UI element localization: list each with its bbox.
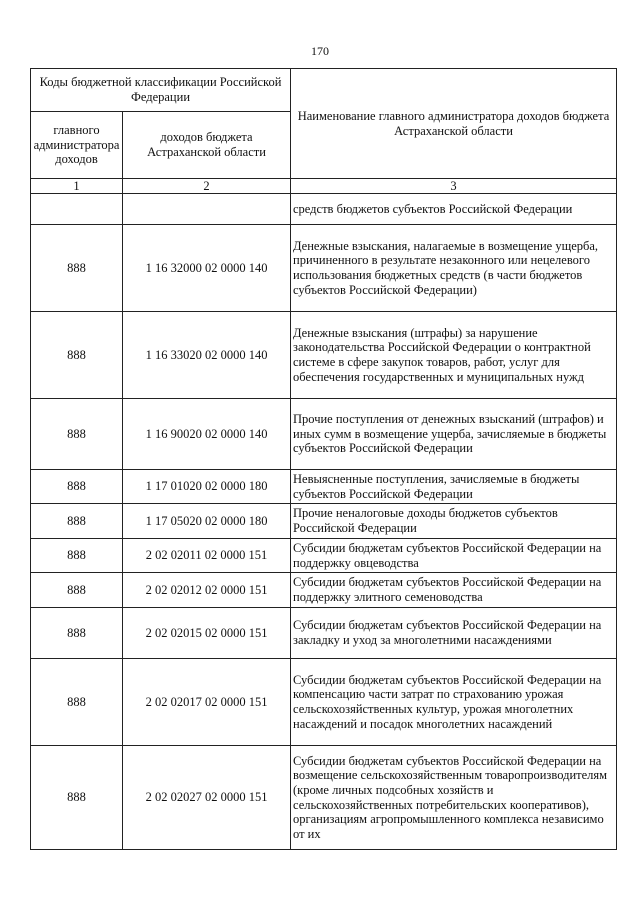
column-number-2: 2 — [123, 179, 291, 194]
admin-code-cell: 888 — [31, 573, 123, 608]
admin-code-cell: 888 — [31, 312, 123, 399]
header-row-codes — [31, 69, 617, 112]
table-row — [31, 225, 617, 312]
revenue-name-cell: Субсидии бюджетам субъектов Российской Федерации на закладку и уход за многолетними насаждениями — [291, 608, 617, 659]
revenue-name-cell: Прочие поступления от денежных взысканий (штрафов) и иных сумм в возмещение ущерба, зачисляемые в бюджеты субъектов Российской Федерации — [291, 399, 617, 470]
revenue-code-cell: 1 16 33020 02 0000 140 — [123, 312, 291, 399]
revenue-code-cell: 1 17 01020 02 0000 180 — [123, 470, 291, 504]
revenue-name-cell: Субсидии бюджетам субъектов Российской Федерации на возмещение сельскохозяйственным товаропроизводителям (кроме личных подсобных хозяйств и сельскохозяйственных потребительских кооперативов), организациям агропромышленного комплекса независимо от их — [291, 746, 617, 850]
page-number: 170 — [311, 44, 329, 58]
codes-group-header: Коды бюджетной классификации Российской Федерации — [31, 69, 291, 112]
admin-code-cell: 888 — [31, 608, 123, 659]
revenue-name-cell: Субсидии бюджетам субъектов Российской Федерации на компенсацию части затрат по страхованию урожая сельскохозяйственных культур, урожая многолетних насаждений и посадок многолетних насаждений — [291, 659, 617, 746]
revenue-code-cell: 2 02 02017 02 0000 151 — [123, 659, 291, 746]
table-row — [31, 608, 617, 659]
table-row — [31, 659, 617, 746]
table-row — [31, 504, 617, 539]
admin-code-cell: 888 — [31, 225, 123, 312]
revenue-code-cell: 2 02 02027 02 0000 151 — [123, 746, 291, 850]
table-row — [31, 573, 617, 608]
admin-code-cell: 888 — [31, 539, 123, 573]
admin-column-header: главного администратора доходов — [31, 112, 123, 179]
table-row — [31, 539, 617, 573]
revenue-name-cell: Субсидии бюджетам субъектов Российской Федерации на поддержку элитного семеноводства — [291, 573, 617, 608]
revenue-name-cell: Прочие неналоговые доходы бюджетов субъектов Российской Федерации — [291, 504, 617, 539]
revenue-code-cell: 1 16 32000 02 0000 140 — [123, 225, 291, 312]
revenue-name-cell: Денежные взыскания, налагаемые в возмещение ущерба, причиненного в результате незаконного или нецелевого использования бюджетных средств (в части бюджетов субъектов Российской Федерации) — [291, 225, 617, 312]
revenue-name-cell: Субсидии бюджетам субъектов Российской Федерации на поддержку овцеводства — [291, 539, 617, 573]
table-row — [31, 399, 617, 470]
budget-classification-table — [30, 68, 617, 850]
admin-code-cell: 888 — [31, 746, 123, 850]
column-number-3: 3 — [291, 179, 617, 194]
revenue-name-cell: Денежные взыскания (штрафы) за нарушение законодательства Российской Федерации о контрактной системе в сфере закупок товаров, работ, услуг для обеспечения государственных и муниципальных нужд — [291, 312, 617, 399]
revenue-code-cell — [123, 194, 291, 225]
revenue-code-cell: 2 02 02015 02 0000 151 — [123, 608, 291, 659]
name-column-header: Наименование главного администратора доходов бюджета Астраханской области — [291, 69, 617, 179]
revenue-code-cell: 1 17 05020 02 0000 180 — [123, 504, 291, 539]
revenue-column-header: доходов бюджета Астраханской области — [123, 112, 291, 179]
admin-code-cell: 888 — [31, 399, 123, 470]
column-number-1: 1 — [31, 179, 123, 194]
revenue-name-cell: Невыясненные поступления, зачисляемые в бюджеты субъектов Российской Федерации — [291, 470, 617, 504]
table-row — [31, 312, 617, 399]
header-row-numbers — [31, 179, 617, 194]
admin-code-cell — [31, 194, 123, 225]
admin-code-cell: 888 — [31, 504, 123, 539]
admin-code-cell: 888 — [31, 659, 123, 746]
admin-code-cell: 888 — [31, 470, 123, 504]
revenue-code-cell: 2 02 02011 02 0000 151 — [123, 539, 291, 573]
table-row — [31, 470, 617, 504]
revenue-name-cell: средств бюджетов субъектов Российской Федерации — [291, 194, 617, 225]
revenue-code-cell: 2 02 02012 02 0000 151 — [123, 573, 291, 608]
revenue-code-cell: 1 16 90020 02 0000 140 — [123, 399, 291, 470]
table-row — [31, 746, 617, 850]
table-row — [31, 194, 617, 225]
